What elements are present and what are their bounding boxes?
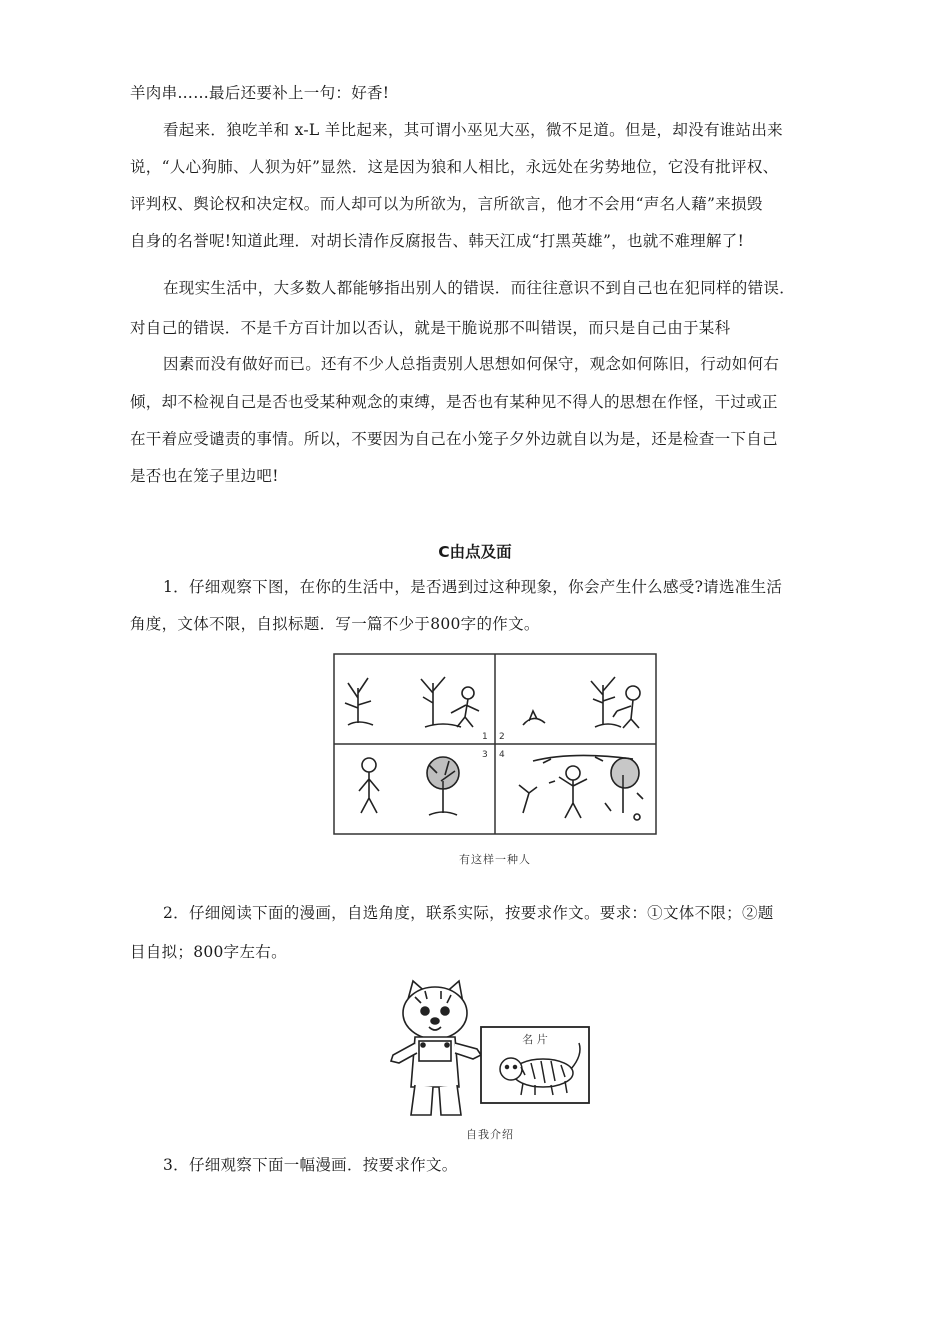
panel-number: 4: [499, 750, 505, 760]
text-line: 说，“人心狗肺、人狈为奸”显然．这是因为狼和人相比，永远处在劣势地位，它没有批评权、: [130, 158, 779, 176]
text-line: 在现实生活中，大多数人都能够指出别人的错误．而往往意识不到自己也在犯同样的错误．: [163, 279, 796, 297]
panel-number: 3: [482, 750, 488, 760]
cat-business-card-cartoon: [385, 975, 595, 1125]
text-line: 评判权、舆论权和决定权。而人却可以为所欲为，言所欲言，他才不会用“声名人藉”来损毁: [130, 195, 763, 213]
question-1-line: 角度，文体不限，自拟标题．写一篇不少于800字的作文。: [130, 615, 540, 633]
four-panel-comic: [333, 653, 657, 835]
figure-1-caption: 有这样一种人: [459, 853, 531, 866]
figure-2-caption: 自我介绍: [466, 1128, 514, 1141]
panel-number: 1: [482, 732, 488, 742]
cartoon-drawing: [385, 975, 595, 1125]
text-line: 自身的名誉呢!知道此理．对胡长清作反腐报告、韩天江成“打黑英雄”，也就不难理解了!: [130, 232, 745, 250]
question-1-line: 1．仔细观察下图，在你的生活中，是否遇到过这种现象，你会产生什么感受?请选准生活: [163, 578, 783, 596]
text-line: 对自己的错误．不是千方百计加以否认，就是干脆说那不叫错误，而只是自己由于某科: [130, 319, 731, 337]
text-line: 倾，却不检视自己是否也受某种观念的束缚，是否也有某种见不得人的思想在作怪，干过或正: [130, 393, 778, 411]
panel-number: 2: [499, 732, 505, 742]
card-title: 名 片: [522, 1033, 548, 1046]
question-3-line: 3．仔细观察下面一幅漫画．按要求作文。: [163, 1156, 458, 1174]
cat-drawing: [391, 981, 481, 1115]
text-line: 在干着应受谴责的事情。所以，不要因为自己在小笼子夕外边就自以为是，还是检查一下自己: [130, 430, 778, 448]
text-line: 羊肉串……最后还要补上一句：好香!: [130, 84, 390, 102]
text-line: 因素而没有做好而已。还有不少人总指责别人思想如何保守，观念如何陈旧，行动如何右: [163, 355, 780, 373]
comic-drawing: [333, 653, 657, 835]
text-line: 是否也在笼子里边吧!: [130, 467, 279, 485]
text-line: 看起来．狼吃羊和 x-L 羊比起来，其可谓小巫见大巫，微不足道。但是，却没有谁站出来: [163, 121, 783, 139]
section-title: C由点及面: [438, 543, 512, 561]
question-2-line: 目自拟；800字左右。: [130, 943, 287, 961]
question-2-line: 2．仔细阅读下面的漫画，自选角度，联系实际，按要求作文。要求：①文体不限；②题: [163, 904, 774, 922]
